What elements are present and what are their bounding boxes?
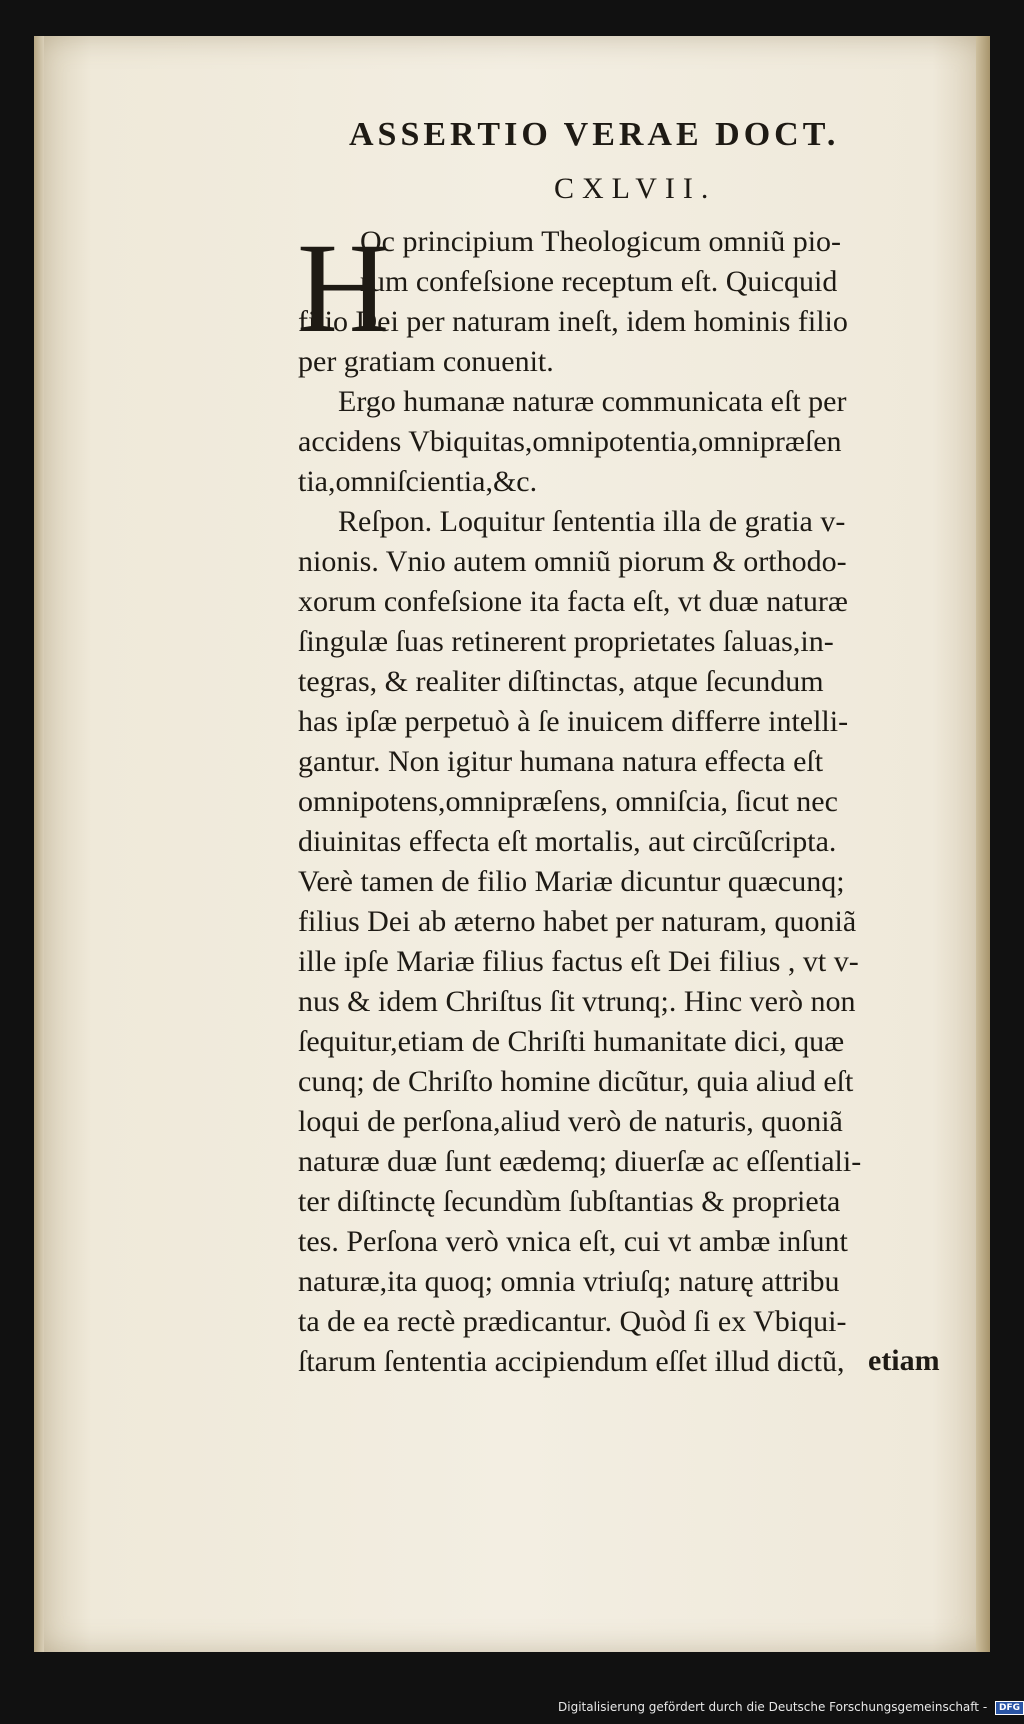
text-line: naturæ,ita quoq; omnia vtriuſq; naturę attribu	[298, 1265, 840, 1298]
text-line: nus & idem Chriſtus ſit vtrunq;. Hinc verò non	[298, 985, 856, 1018]
text-line: ta de ea rectè prædicantur. Quòd ſi ex Vbiqui-	[298, 1305, 847, 1338]
section-number: CXLVII.	[554, 172, 717, 205]
credit-text: Digitalisierung gefördert durch die Deutsche Forschungsgemeinschaft -	[558, 1700, 988, 1714]
dfg-logo: DFG	[995, 1701, 1024, 1715]
text-line: filius Dei ab æterno habet per naturam, quoniã	[298, 905, 857, 938]
book-page	[34, 36, 990, 1652]
text-line: per gratiam conuenit.	[298, 345, 554, 378]
text-line: xorum confeſsione ita facta eſt, vt duæ naturæ	[298, 585, 848, 618]
digitization-credit	[558, 1700, 1024, 1715]
text-line: Reſpon. Loquitur ſententia illa de gratia v-	[338, 505, 846, 538]
body-text	[297, 217, 938, 1382]
text-line: nionis. Vnio autem omniũ piorum & orthodo-	[298, 545, 847, 578]
drop-cap: H	[297, 217, 390, 359]
text-line: Ergo humanæ naturæ communicata eſt per	[338, 385, 847, 418]
text-line: ſtarum ſententia accipiendum eſſet illud dictũ,	[298, 1345, 845, 1378]
text-line: ille ipſe Mariæ filius factus eſt Dei filius , vt v-	[298, 945, 859, 978]
catchword: etiam	[868, 1344, 940, 1377]
text-line: naturæ duæ ſunt eædemq; diuerſæ ac eſſentiali-	[298, 1145, 862, 1178]
text-line: diuinitas effecta eſt mortalis, aut circũſcripta.	[298, 825, 837, 858]
text-line: tes. Perſona verò vnica eſt, cui vt ambæ inſunt	[298, 1225, 848, 1258]
text-line: Oc principium Theologicum omniũ pio-	[360, 225, 842, 258]
text-line: ſingulæ ſuas retinerent proprietates ſaluas,in-	[298, 625, 834, 658]
text-line: gantur. Non igitur humana natura effecta eſt	[298, 745, 824, 778]
text-line: rum confeſsione receptum eſt. Quicquid	[360, 265, 838, 298]
text-line: accidens Vbiquitas,omnipotentia,omnipræſen	[298, 425, 842, 458]
text-line: tegras, & realiter diſtinctas, atque ſecundum	[298, 665, 824, 698]
text-line: omnipotens,omnipræſens, omniſcia, ſicut nec	[298, 785, 838, 818]
text-line: loqui de perſona,aliud verò de naturis, quoniã	[298, 1105, 843, 1138]
text-line: ſequitur,etiam de Chriſti humanitate dici, quæ	[298, 1025, 845, 1058]
text-line: tia,omniſcientia,&c.	[298, 465, 538, 498]
text-line: has ipſæ perpetuò à ſe inuicem differre intelli-	[298, 705, 849, 738]
text-line: Verè tamen de filio Mariæ dicuntur quæcunq;	[298, 865, 845, 898]
page-right-edge	[976, 36, 990, 1652]
page-left-edge	[34, 36, 44, 1652]
text-line: filio Dei per naturam ineſt, idem hominis filio	[298, 305, 848, 338]
text-line: ter diſtinctę ſecundùm ſubſtantias & proprieta	[298, 1185, 841, 1218]
running-title: ASSERTIO VERAE DOCT.	[349, 116, 840, 153]
text-line: cunq; de Chriſto homine dicũtur, quia aliud eſt	[298, 1065, 854, 1098]
